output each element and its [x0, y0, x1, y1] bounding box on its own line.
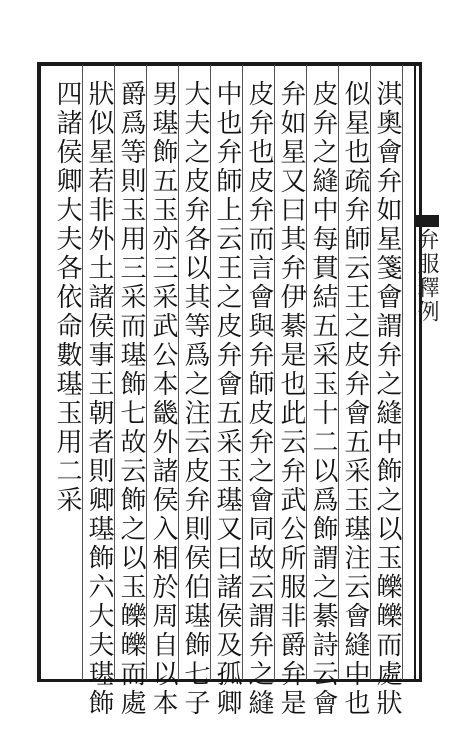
text-column: 淇奧會弁如星箋會謂弁之縫中飾之以玉皪皪而處狀: [372, 80, 402, 718]
text-column: 大夫之皮弁各以其等爲之注云皮弁則侯伯璂飾七子: [180, 80, 210, 718]
column-rule: [210, 65, 211, 680]
column-rule: [306, 65, 307, 680]
fishtail-mark: [414, 215, 439, 227]
text-column: 皮弁之縫中每貫結五采玉十二以爲飾謂之綦詩云會: [308, 80, 338, 718]
column-rule: [146, 65, 147, 680]
text-column: 爵爲等則玉用三采而璂飾七故云飾之以玉皪皪而處: [116, 80, 146, 718]
text-column: 弁如星又曰其弁伊綦是也此云弁武公所服非爵弁是: [276, 80, 306, 718]
fold-strip: [414, 62, 439, 682]
column-rule: [242, 65, 243, 680]
column-rule: [178, 65, 179, 680]
text-column: 皮弁也皮弁而言會與弁師皮弁之會同故云謂弁之縫: [244, 80, 274, 718]
text-column: 狀似星若非外土諸侯事王朝者則卿璂飾六大夫璂飾: [84, 80, 114, 718]
text-column: 四諸侯卿大夫各依命數璂玉用二采: [52, 80, 82, 515]
column-rule: [114, 65, 115, 680]
text-column: 似星也疏弁師云王之皮弁會五采玉璂注云會縫中也: [340, 80, 370, 718]
text-column: 中也弁師上云王之皮弁會五采玉璂又曰諸侯及孤卿: [212, 80, 242, 718]
column-rule: [338, 65, 339, 680]
column-rule: [82, 65, 83, 680]
column-rule: [370, 65, 371, 680]
fold-title: 弁服釋例: [414, 228, 439, 324]
column-rule: [274, 65, 275, 680]
column-rule: [402, 65, 403, 680]
text-column: 男璂飾五玉亦三采武公本畿外諸侯入相於周自以本: [148, 80, 178, 718]
